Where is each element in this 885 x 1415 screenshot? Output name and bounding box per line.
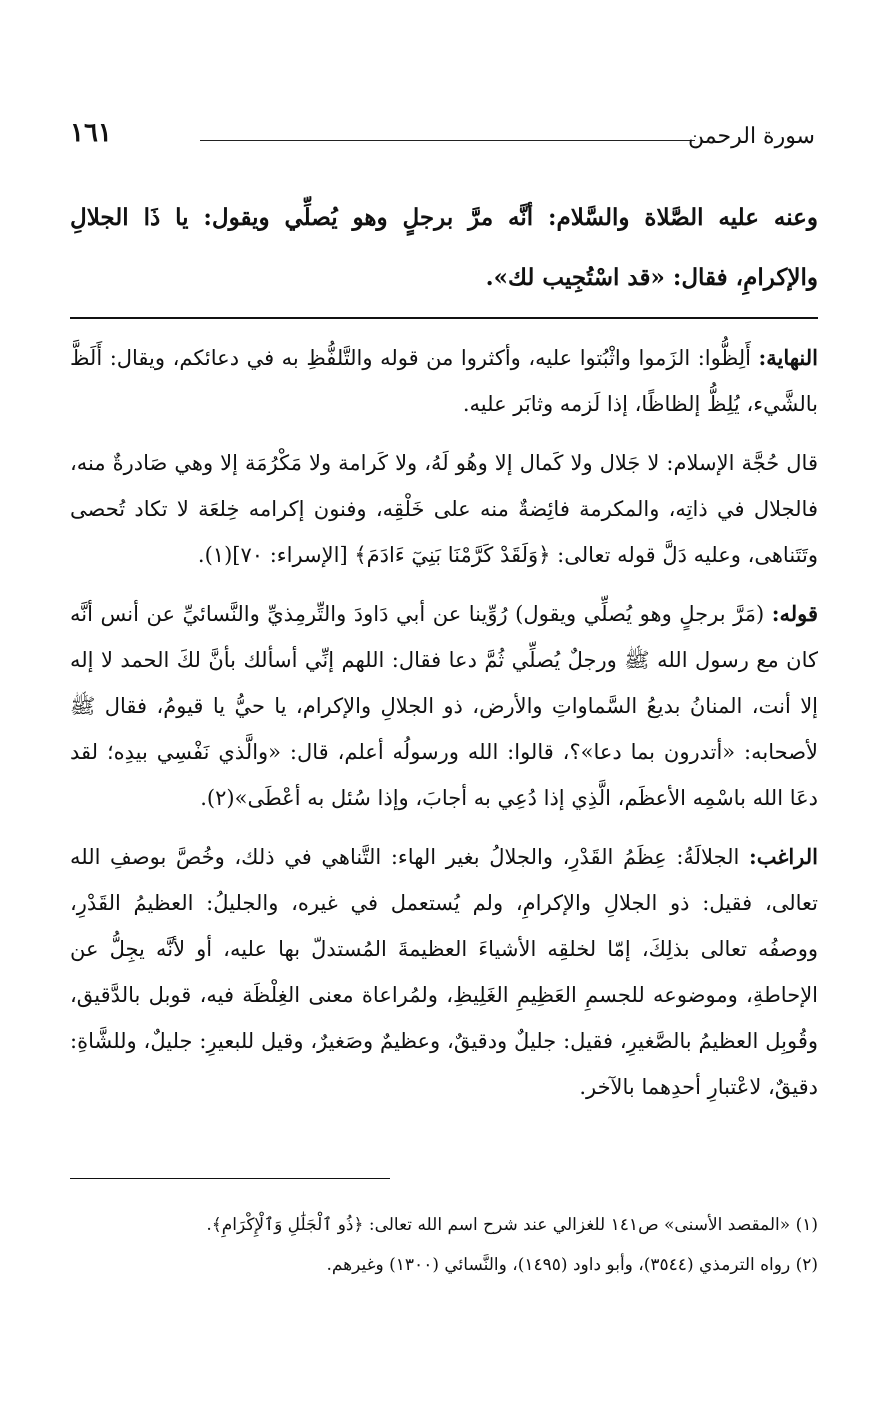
commentary-paragraph <box>70 440 818 578</box>
hadith-text: وعنه عليه الصَّلاة والسَّلام: أنَّه مرَّ برجلٍ وهو يُصلِّي ويقول: يا ذَا الجلالِ والإكرامِ، فقال: «قد اسْتُجِيب لك». <box>70 204 818 291</box>
commentary-paragraph <box>70 834 818 1110</box>
paragraph-text: (مَرَّ برجلٍ وهو يُصلِّي ويقول) رُوِّينا عن أبي دَاودَ والتِّرمِذيِّ والنَّسائيِّ عن أنس أنَّه كان مع رسول الله ﷺ ورجلٌ يُصلِّي ثُمَّ دعا فقال: اللهم إنِّي أسألك بأنَّ لكَ الحمد لا إله إلا أنت، المنانُ بديعُ السَّماواتِ والأرض، ذو الجلالِ والإكرام، يا حيُّ يا قيومُ، فقال ﷺ لأصحابه: «أتدرون بما دعا»؟، قالوا: الله ورسولُه أعلم، قال: «والَّذي نَفْسِي بيدِه؛ لقد دعَا الله باسْمِه الأعظَم، الَّذِي إذا دُعِي به أجابَ، وإذا سُئل به أعْطَى»(٢). <box>70 602 818 810</box>
paragraph-lead: قوله: <box>771 601 818 626</box>
paragraph-text: أَلِظُّوا: الزَموا واثْبُتوا عليه، وأكثروا من قوله والتَّلفُّظِ به في دعائكم، ويقال: أَلَظَّ بالشَّيء، يُلِظُّ إلظاظًا، إذا لَزمه وثابَر عليه. <box>70 346 818 416</box>
paragraph-lead: النهاية: <box>758 345 818 370</box>
page-number: ١٦١ <box>70 118 112 148</box>
footnote-2: (٢) رواه الترمذي (٣٥٤٤)، وأبو داود (١٤٩٥)، والنَّسائي (١٣٠٠) وغيرهم. <box>326 1255 818 1275</box>
footnote-rule <box>70 1178 390 1179</box>
commentary-paragraph <box>70 591 818 821</box>
footnote-1: (١) «المقصد الأسنى» ص١٤١ للغزالي عند شرح اسم الله تعالى: ﴿ذُو ٱلْجَلَٰلِ وَٱلْإِكْرَامِ﴾. <box>206 1215 818 1235</box>
surah-title: سورة الرحمن <box>688 124 815 149</box>
paragraph-lead: الراغب: <box>748 844 818 869</box>
commentary-paragraph <box>70 335 818 427</box>
commentary <box>70 335 818 1123</box>
text-divider <box>70 317 818 319</box>
paragraph-text: الجلالَةُ: عِظَمُ القَدْرِ، والجلالُ بغير الهاء: التَّناهي في ذلك، وخُصَّ بوصفِ الله تعالى، فقيل: ذو الجلالِ والإكرامِ، ولم يُستعمل في غيره، والجليلُ: العظيمُ القَدْرِ، ووصفُه تعالى بذلِكَ، إمّا لخلقِه الأشياءَ العظيمةَ المُستدلّ بها عليه، أو لأنَّه يجِلُّ عن الإحاطةِ، وموضوعه للجسمِ العَظِيمِ الغَلِيظِ، ولمُراعاة معنى الغِلْظَة فيه، قوبل بالدَّقيق، وقُوبِل العظيمُ بالصَّغيرِ، فقيل: جليلٌ ودقيقٌ، وعظيمٌ وصَغيرٌ، وقيل للبعيرِ: جليلٌ، وللشَّاةِ: دقيقٌ، لاعْتبارِ أحدِهما بالآخر. <box>70 845 818 1099</box>
paragraph-text: قال حُجَّة الإسلام: لا جَلال ولا كَمال إلا وهُو لَهُ، ولا كَرامة ولا مَكْرُمَة إلا وهي صَادرةٌ منه، فالجلال في ذاتِه، والمكرمة فائِضةٌ منه على خَلْقِه، وفنون إكرامه خِلعَة لا تكاد تُحصى وتَتَناهى، وعليه دَلَّ قوله تعالى: ﴿وَلَقَدْ كَرَّمْنَا بَنِيٓ ءَادَمَ﴾ [الإسراء: ٧٠](١). <box>70 451 818 567</box>
running-head <box>70 118 815 158</box>
footnotes <box>70 1205 818 1285</box>
header-rule <box>200 140 695 141</box>
